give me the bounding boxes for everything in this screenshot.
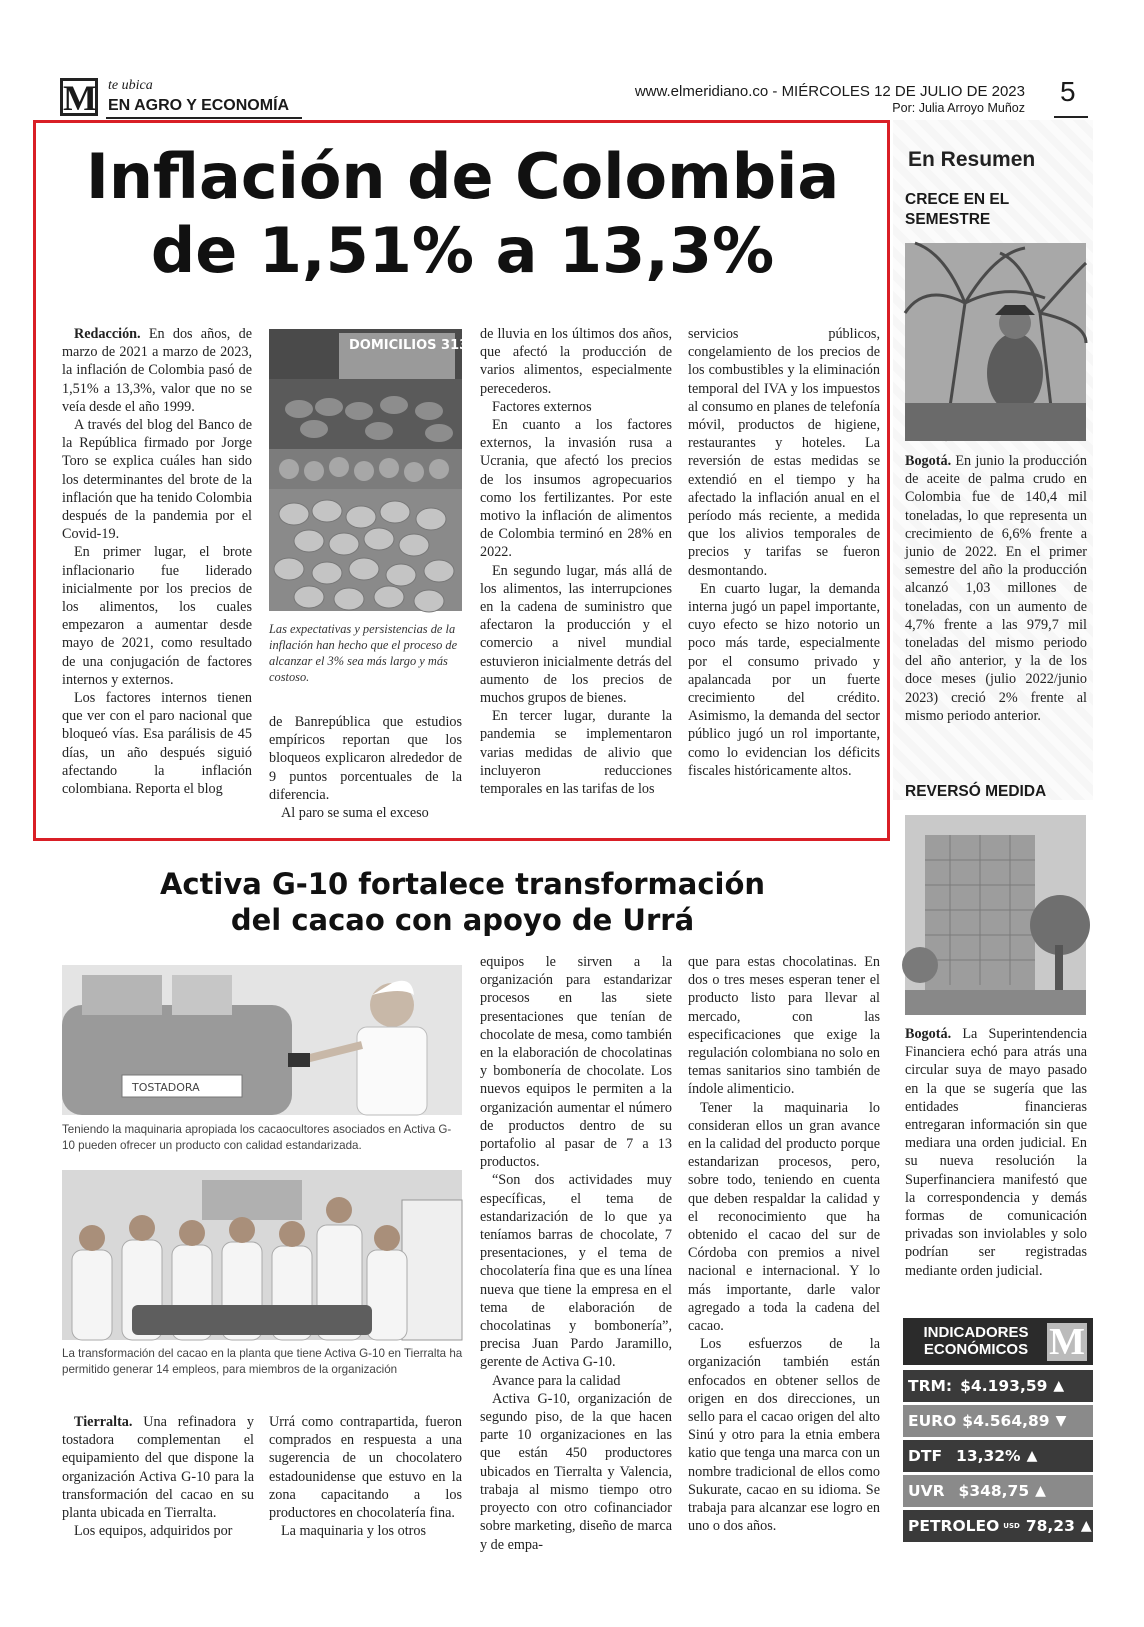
paragraph: “Son dos actividades muy específicas, el tema de estandarización de lo que ya teníamos barras de chocolate, 7 presentaciones, y el tema de chocolatería fina que es una línea nueva que tiene la empresa en el tema de elaboración de chocolatinas y bombonería”, precisa Juan Pardo Jaramillo, gerente de Activa G-10.	[480, 1172, 672, 1371]
paragraph: En dos años, de marzo de 2021 a marzo de 2023, la inflación de Colombia pasó de 1,51% a 13,3%, valor que no se veía desde el año 1999.	[62, 326, 252, 415]
indicator-uvr	[903, 1475, 1093, 1507]
paragraph: Los factores internos tienen que ver con el paro nacional que bloqueó vías. Esa parálisis de 45 días, un año después siguió afectando la inflación colombiana. Reporta el blog	[62, 690, 252, 798]
paragraph: de Banrepública que estudios empíricos reportan que los bloqueos explicaron alrededor de 9 puntos porcentuales de la diferencia.	[269, 714, 462, 803]
building-illustration	[905, 815, 1086, 1015]
te-ubica-label: te ubica	[108, 78, 153, 93]
arrow-down-icon: ▼	[1055, 1413, 1067, 1429]
arrow-up-icon: ▲	[1080, 1518, 1092, 1534]
sidebar-text-2	[905, 1025, 1087, 1280]
sidebar-heading-2: REVERSÓ MEDIDA	[905, 783, 1047, 800]
article2-title	[40, 866, 885, 938]
paragraph: A través del blog del Banco de la República firmado por Jorge Toro se explica cuáles han sido los determinantes del brote de la inflación que ha tenido Colombia después de la pandemia por el Covid-19.	[62, 417, 252, 543]
paragraph: En primer lugar, el brote inflacionario fue liderado inicialmente por los precios de los alimentos, los cuales empezaron a aumentar desde mayo de 2021, como resultado de una conjugación de factores internos y externos.	[62, 544, 252, 688]
paragraph: Al paro se suma el exceso	[281, 805, 429, 822]
page-number-rule	[1054, 116, 1088, 118]
paragraph: Urrá como contrapartida, fueron comprados en respuesta a una sugerencia de un chocolatero estadounidense que estuvo en la zona capacitando a los productores en chocolatería fina.	[269, 1414, 462, 1522]
subheading: Factores externos	[492, 398, 592, 415]
subheading: Avance para la calidad	[492, 1372, 621, 1389]
indicator-trm	[903, 1370, 1093, 1402]
indicators-panel	[903, 1318, 1093, 1365]
sign-text: DOMICILIOS 3137869897 79967	[349, 338, 582, 353]
article-col-3	[480, 325, 672, 798]
paragraph: servicios públicos, congelamiento de los precios de los combustibles y la eliminación temporal del IVA y los impuestos al consumo en planes de telefonía móvil, productos de higiene, restaurantes y hoteles. La reversión de estas medidas se extendió en el tiempo y ha afectado la inflación anual en el período más reciente, a medida que los alivios temporales de precios y tarifas se fueron desmontando.	[688, 326, 880, 579]
arrow-up-icon: ▲	[1053, 1378, 1065, 1394]
photo-caption: Las expectativas y persistencias de la inflación han hecho que el proceso de alcanzar el 3% sea más largo y más costoso.	[269, 622, 458, 684]
article-title	[40, 140, 885, 288]
indicator-petroleo	[903, 1510, 1093, 1542]
dateline: Bogotá.	[905, 453, 952, 469]
title-line-1: Activa G-10 fortalece transformación	[159, 867, 766, 901]
article2-col-4	[688, 953, 880, 1536]
url-date: www.elmeridiano.co - MIÉRCOLES 12 DE JULIO DE 2023	[634, 83, 1025, 100]
palm-oil-photo	[905, 243, 1086, 441]
paragraph: de lluvia en los últimos dos años, que afectó la producción de varios alimentos, especialmente perecederos.	[480, 326, 672, 397]
palm-illustration	[905, 243, 1086, 441]
paragraph: Los esfuerzos de la organización también están enfocados en obtener sellos de origen en dos direcciones, un sello para el cacao origen del alto Sinú y otro para la etnia embera katio que tenga una marca con un nombre tradicional de ellos como Sukurate, cacao en su idioma. Se trabaja para alcanzar ese logro en uno o dos años.	[688, 1336, 880, 1535]
paragraph: Activa G-10, organización de segundo piso, de la que hacen parte 10 organizaciones en las que están 450 productores ubicados en Tierralta y Valencia, trabaja al mismo tiempo otro proyecto con otro cofinanciador sobre marketing, diseño de marca y de empa-	[480, 1390, 672, 1553]
indicator-value: $348,75	[958, 1482, 1030, 1500]
paragraph: Los equipos, adquiridos por	[74, 1523, 233, 1540]
title-line-2: de 1,51% a 13,3%	[150, 214, 775, 287]
indicator-value: $4.193,59	[960, 1377, 1048, 1395]
indicators-title-line-1: INDICADORES	[923, 1324, 1029, 1341]
indicator-label: PETROLEO	[908, 1517, 1000, 1535]
paragraph: En tercer lugar, durante la pandemia se implementaron varias medidas de alivio que incluyeron reducciones temporales en las tarifas de los	[480, 708, 672, 798]
logo: M	[60, 78, 98, 116]
title-line-2: del cacao con apoyo de Urrá	[230, 903, 695, 937]
indicator-value: 78,23	[1025, 1517, 1075, 1535]
indicator-value: $4.564,89	[962, 1412, 1050, 1430]
indicator-dtf	[903, 1440, 1093, 1472]
sidebar-text-1	[905, 452, 1087, 725]
title-line-1: Inflación de Colombia	[85, 140, 840, 213]
section-label: EN AGRO Y ECONOMÍA	[108, 97, 290, 114]
paragraph: Una refinadora y tostadora complementan el equipamiento del que dispone la organización Activa G-10 para la transformación del cacao en su planta ubicada en Tierralta.	[62, 1414, 254, 1522]
indicator-label: UVR	[908, 1482, 945, 1500]
indicator-unit: USD	[1003, 1522, 1020, 1530]
paragraph: La maquinaria y los otros	[281, 1523, 426, 1540]
header-underline	[106, 117, 302, 119]
page-number: 5	[1060, 76, 1076, 107]
indicator-euro	[903, 1405, 1093, 1437]
article2-col-2	[269, 1413, 462, 1540]
workers-photo	[62, 1170, 462, 1340]
article-col-4	[688, 325, 880, 780]
dateline: Redacción.	[74, 326, 141, 342]
dateline: Tierralta.	[74, 1414, 133, 1430]
machine-label: TOSTADORA	[132, 1081, 200, 1094]
article2-col-3	[480, 953, 672, 1554]
indicator-label: TRM:	[908, 1377, 953, 1395]
paragraph: La Superintendencia Financiera echó para atrás una circular suya de mayo pasado en la que se sugería que las entidades financieras entregaran información sin que mediara una orden judicial. En su nueva resolución la Superfinanciera manifestó que la correspondencia y demás formas de comunicación privadas son inviolables y solo podrían ser registradas mediante orden judicial.	[905, 1026, 1087, 1279]
page-header	[0, 0, 1144, 120]
paragraph: En cuarto lugar, la demanda interna jugó un papel importante, cuyo efecto se hizo notorio un poco más tarde, especialmente por el consumo privado y apalancada por un fuerte crecimiento del crédito. Asimismo, la demanda del sector público jugó un rol importante, como lo evidencian los déficits fiscales históricamente altos.	[688, 580, 880, 779]
paragraph: En junio la producción de aceite de palma crudo en Colombia fue de 140,4 mil toneladas, lo que representa un crecimiento de 6,6% frente a junio de 2022. En el primer semestre del año la producción alcanzó 1,03 millones de toneladas, con un aumento de 4,7% frente a las 979,7 mil toneladas del mismo periodo del año anterior, y la de los doce meses (julio 2022/junio 2023) creció 2% frente al mismo periodo anterior.	[905, 453, 1087, 724]
article-col-1	[62, 325, 252, 798]
paragraph: que para estas chocolatinas. En dos o tres meses esperan tener el producto listo para llevar al mercado, con las especificaciones que exige la regulación colombiana no solo en temas sanitarios sino también de índole alimenticio.	[688, 954, 880, 1098]
photo-caption: Teniendo la maquinaria apropiada los cacaocultores asociados en Activa G-10 pueden ofrecer un producto con calidad estandarizada.	[62, 1123, 452, 1152]
article2-col-1	[62, 1413, 254, 1540]
indicator-label: DTF	[908, 1447, 943, 1465]
sidebar-title: En Resumen	[908, 148, 1036, 171]
roaster-illustration	[62, 965, 462, 1115]
sidebar-heading-1: CRECE EN EL SEMESTRE	[905, 191, 1009, 228]
paragraph: equipos le sirven a la organización para estandarizar procesos en las siete presentaciones que tenían de chocolate de mesa, como también en la elaboración de chocolatinas y bombonería de chocolate. Los nuevos equipos le permiten a la organización aumentar el número de productos dentro de su portafolio al pasar de 7 a 13 productos.	[480, 954, 672, 1171]
arrow-up-icon: ▲	[1035, 1483, 1046, 1499]
author-byline: Por: Julia Arroyo Muñoz	[892, 101, 1025, 115]
paragraph: Tener la maquinaria lo consideran ellos un gran avance en la calidad del producto porque estandarizan procesos, pero, sobre todo, teniendo en cuenta que deben respaldar la calidad y el reconocimiento que ha obtenido el cacao del sur de Córdoba con premios a nivel nacional e internacional. Y lo más importante, darle valor agregado a toda la cadena del cacao.	[688, 1099, 880, 1335]
dateline: Bogotá.	[905, 1026, 952, 1042]
article-col-2-bottom	[269, 713, 462, 822]
indicators-title-line-2: ECONÓMICOS	[923, 1341, 1029, 1358]
roaster-photo	[62, 965, 462, 1115]
indicators-title	[911, 1324, 1041, 1358]
paragraph: En cuanto a los factores externos, la invasión rusa a Ucrania, que afectó los precios de los insumos agropecuarios como los fertilizantes. Por este motivo la inflación de alimentos de Colombia terminó en 28% en 2022.	[480, 417, 672, 561]
building-photo	[905, 815, 1086, 1015]
arrow-up-icon: ▲	[1026, 1448, 1038, 1464]
indicator-label: EURO	[908, 1412, 957, 1430]
paragraph: En segundo lugar, más allá de los alimentos, las interrupciones en la cadena de suministro que afectaron la producción y el comercio a nivel mundial estuvieron inicialmente detrás del aumento de los precios de muchos grupos de bienes.	[480, 562, 672, 707]
workers-illustration	[62, 1170, 462, 1340]
indicator-value: 13,32%	[956, 1447, 1021, 1465]
indicators-logo: M	[1047, 1323, 1087, 1361]
photo-caption: La transformación del cacao en la planta que tiene Activa G-10 en Tierralta ha permitido generar 14 empleos, para miembros de la organización	[62, 1347, 463, 1376]
